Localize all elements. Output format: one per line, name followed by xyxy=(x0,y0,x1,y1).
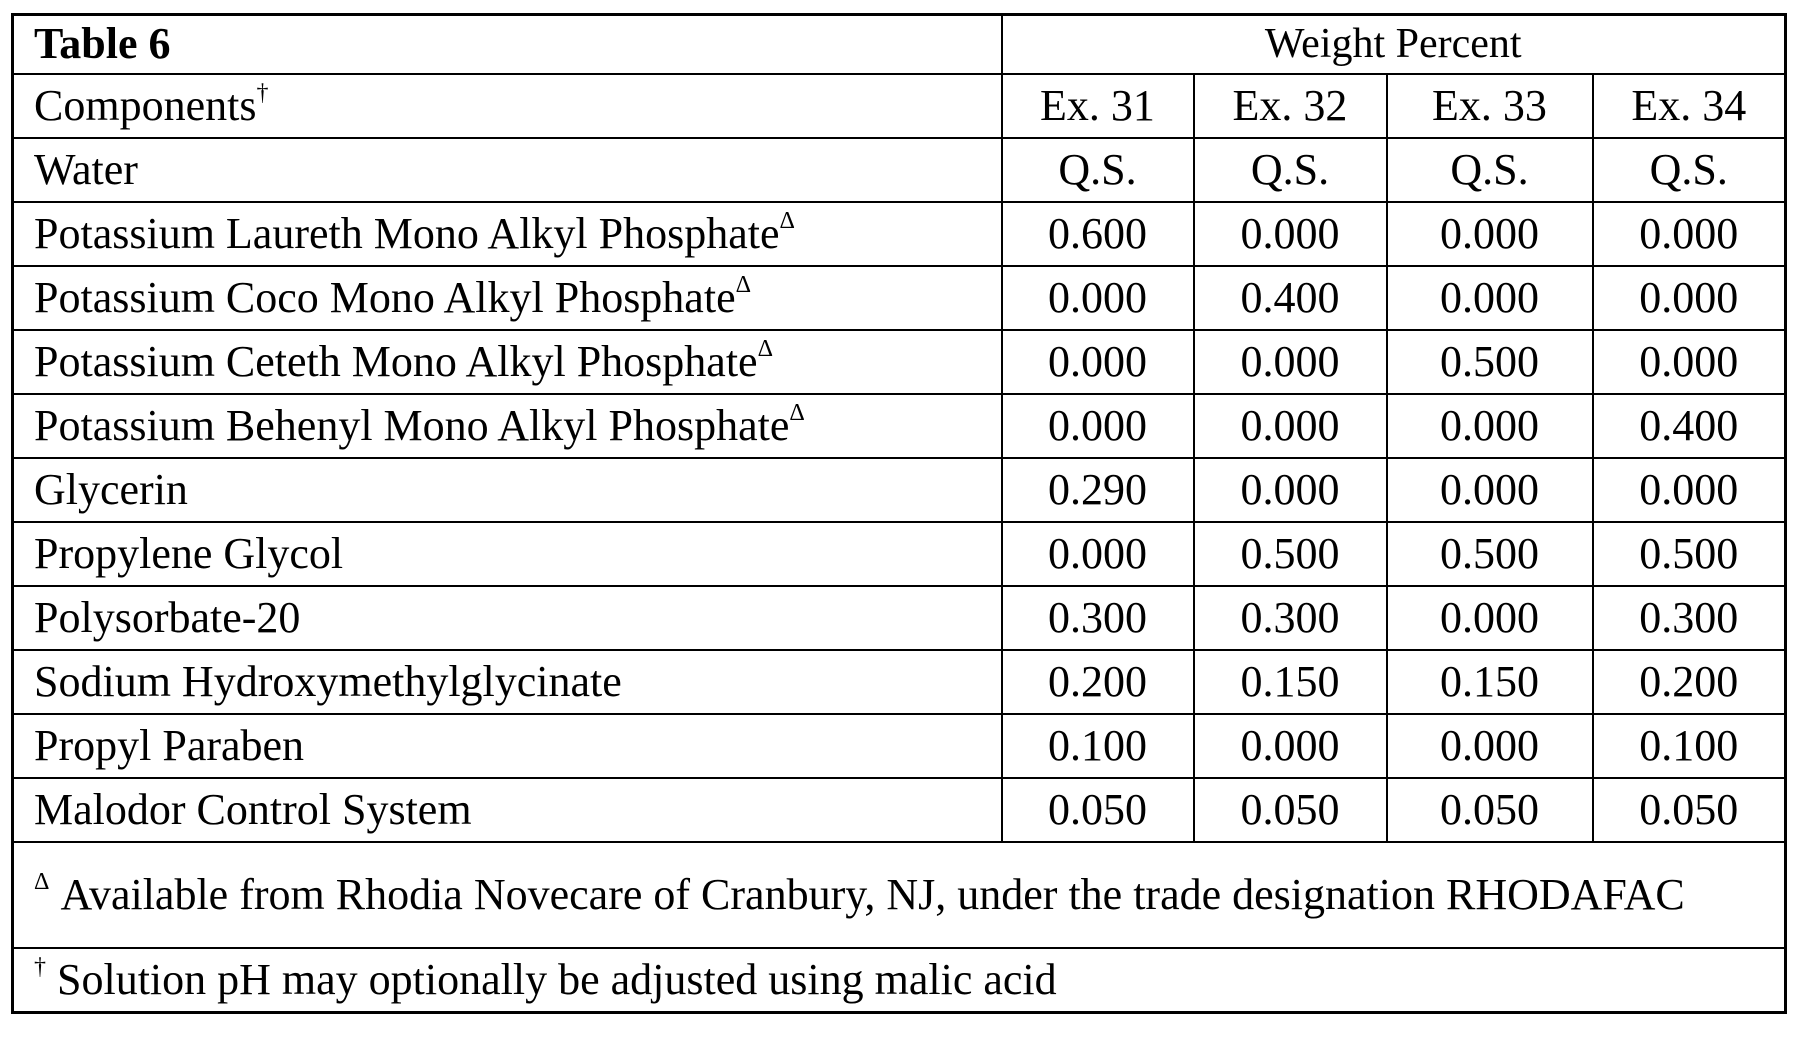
header-row xyxy=(13,74,1786,138)
weight-value: 0.100 xyxy=(1002,714,1194,778)
component-name xyxy=(13,394,1002,458)
component-label: Potassium Laureth Mono Alkyl Phosphate xyxy=(34,209,780,258)
weight-value: 0.300 xyxy=(1194,586,1387,650)
weight-value: 0.000 xyxy=(1593,330,1786,394)
weight-value: Q.S. xyxy=(1387,138,1593,202)
weight-percent-header: Weight Percent xyxy=(1002,15,1786,75)
table-row xyxy=(13,778,1786,842)
table-row xyxy=(13,650,1786,714)
weight-value: 0.000 xyxy=(1002,522,1194,586)
component-label: Potassium Coco Mono Alkyl Phosphate xyxy=(34,273,736,322)
column-header: Ex. 32 xyxy=(1194,74,1387,138)
delta-mark: Δ xyxy=(758,336,773,362)
component-name xyxy=(13,138,1002,202)
table-row xyxy=(13,202,1786,266)
footnote-row xyxy=(13,842,1786,948)
weight-value: 0.300 xyxy=(1002,586,1194,650)
component-name xyxy=(13,266,1002,330)
weight-value: 0.500 xyxy=(1387,330,1593,394)
table-row xyxy=(13,458,1786,522)
component-name xyxy=(13,330,1002,394)
component-label: Sodium Hydroxymethylglycinate xyxy=(34,657,622,706)
component-label: Potassium Behenyl Mono Alkyl Phosphate xyxy=(34,401,789,450)
table-row xyxy=(13,522,1786,586)
weight-value: 0.300 xyxy=(1593,586,1786,650)
footnote-text: Solution pH may optionally be adjusted using malic acid xyxy=(46,955,1057,1004)
footnote-mark: † xyxy=(34,954,46,980)
weight-value: 0.000 xyxy=(1194,202,1387,266)
component-name xyxy=(13,586,1002,650)
weight-value: 0.290 xyxy=(1002,458,1194,522)
component-name xyxy=(13,650,1002,714)
component-label: Malodor Control System xyxy=(34,785,472,834)
title-row xyxy=(13,15,1786,75)
footnote xyxy=(13,948,1786,1013)
weight-value: 0.400 xyxy=(1593,394,1786,458)
weight-value: 0.200 xyxy=(1002,650,1194,714)
weight-value: 0.000 xyxy=(1194,458,1387,522)
weight-value: 0.000 xyxy=(1387,458,1593,522)
component-label: Glycerin xyxy=(34,465,188,514)
components-header-label: Components xyxy=(34,81,256,130)
weight-value: 0.100 xyxy=(1593,714,1786,778)
weight-value: 0.050 xyxy=(1002,778,1194,842)
weight-value: 0.000 xyxy=(1194,330,1387,394)
component-label: Potassium Ceteth Mono Alkyl Phosphate xyxy=(34,337,758,386)
footnote-row xyxy=(13,948,1786,1013)
delta-mark: Δ xyxy=(780,208,795,234)
weight-value: Q.S. xyxy=(1593,138,1786,202)
weight-value: 0.500 xyxy=(1387,522,1593,586)
weight-value: 0.000 xyxy=(1002,330,1194,394)
component-label: Propyl Paraben xyxy=(34,721,304,770)
component-name xyxy=(13,458,1002,522)
weight-value: 0.000 xyxy=(1387,394,1593,458)
weight-value: 0.200 xyxy=(1593,650,1786,714)
formulation-table xyxy=(11,13,1787,1014)
weight-value: 0.000 xyxy=(1387,202,1593,266)
weight-value: 0.000 xyxy=(1002,394,1194,458)
weight-value: 0.000 xyxy=(1387,714,1593,778)
weight-value: 0.000 xyxy=(1593,266,1786,330)
weight-value: 0.150 xyxy=(1387,650,1593,714)
component-label: Polysorbate-20 xyxy=(34,593,300,642)
component-label: Water xyxy=(34,145,138,194)
component-name xyxy=(13,522,1002,586)
weight-value: 0.400 xyxy=(1194,266,1387,330)
weight-value: 0.000 xyxy=(1593,458,1786,522)
weight-value: 0.050 xyxy=(1387,778,1593,842)
footnote-text: Available from Rhodia Novecare of Cranbury, NJ, under the trade designation RHODAFAC xyxy=(49,870,1684,919)
component-name xyxy=(13,202,1002,266)
weight-value: 0.000 xyxy=(1387,586,1593,650)
component-name xyxy=(13,778,1002,842)
weight-value: 0.000 xyxy=(1002,266,1194,330)
weight-value: 0.000 xyxy=(1593,202,1786,266)
table-row xyxy=(13,138,1786,202)
table-row xyxy=(13,586,1786,650)
dagger-mark: † xyxy=(256,80,268,106)
footnote xyxy=(13,842,1786,948)
weight-value: 0.600 xyxy=(1002,202,1194,266)
weight-value: 0.000 xyxy=(1194,714,1387,778)
delta-mark: Δ xyxy=(736,272,751,298)
table-row xyxy=(13,266,1786,330)
weight-value: 0.500 xyxy=(1593,522,1786,586)
column-header: Ex. 31 xyxy=(1002,74,1194,138)
weight-value: 0.050 xyxy=(1194,778,1387,842)
weight-value: 0.150 xyxy=(1194,650,1387,714)
weight-value: 0.000 xyxy=(1194,394,1387,458)
component-name xyxy=(13,714,1002,778)
weight-value: Q.S. xyxy=(1002,138,1194,202)
weight-value: 0.000 xyxy=(1387,266,1593,330)
table-row xyxy=(13,394,1786,458)
footnote-mark: Δ xyxy=(34,869,49,895)
component-label: Propylene Glycol xyxy=(34,529,343,578)
table-title: Table 6 xyxy=(13,15,1002,75)
column-header: Ex. 33 xyxy=(1387,74,1593,138)
weight-value: Q.S. xyxy=(1194,138,1387,202)
weight-value: 0.050 xyxy=(1593,778,1786,842)
table-row xyxy=(13,714,1786,778)
table-row xyxy=(13,330,1786,394)
delta-mark: Δ xyxy=(789,400,804,426)
weight-value: 0.500 xyxy=(1194,522,1387,586)
column-header: Ex. 34 xyxy=(1593,74,1786,138)
components-header xyxy=(13,74,1002,138)
